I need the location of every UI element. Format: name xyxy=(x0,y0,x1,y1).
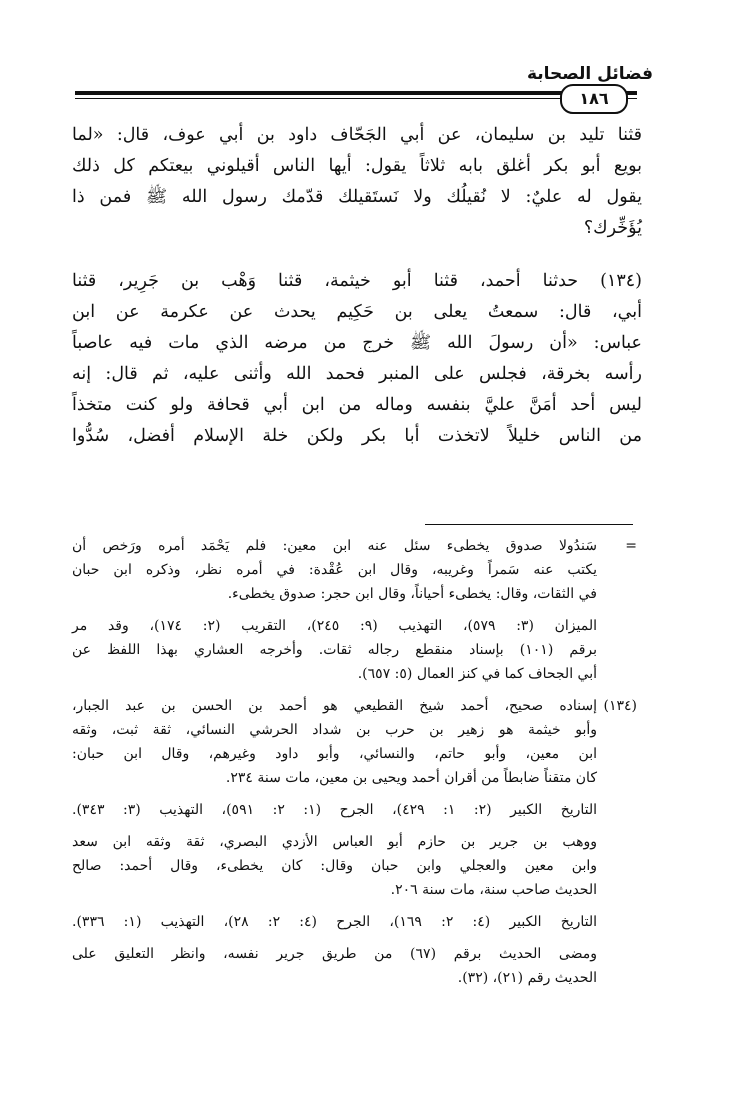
text-line: (١٣٤) حدثنا أحمد، قثنا أبو خيثمة، قثنا وَهْب بن جَرِير، قثنا xyxy=(72,271,642,291)
text-line: من الناس خليلاً لاتخذت أبا بكر ولكن خلة الإسلام أفضل، سُدُّوا xyxy=(72,426,642,446)
footnote-line: كان متقناً ضابطاً من أقران أحمد ويحيى بن معين، مات سنة ٢٣٤. xyxy=(225,770,597,786)
footnote-line: وأبو خيثمة هو زهير بن حرب بن شداد الحرشي النسائي، ثقة ثبت، وثقه xyxy=(72,722,597,738)
hadith-134 xyxy=(72,266,642,452)
footnote-line: الميزان (٣: ٥٧٩)، التهذيب (٩: ٢٤٥)، التقريب (٢: ١٧٤)، وقد مر xyxy=(72,618,597,634)
footnote-line: الحديث صاحب سنة، مات سنة ٢٠٦. xyxy=(390,882,597,898)
page-number: ١٨٦ xyxy=(560,84,628,114)
running-header-title: فضائل الصحابة xyxy=(526,64,653,84)
footnotes xyxy=(72,534,637,990)
footnote-line: في الثقات، وقال: يخطىء أحياناً، وقال ابن حجر: صدوق يخطىء. xyxy=(227,586,597,602)
text-line: قثنا تليد بن سليمان، عن أبي الجَحّاف داود بن أبي عوف، قال: «لما xyxy=(72,125,642,145)
text-line: ليس أحد أمَنَّ عليَّ بنفسه وماله من ابن أبي قحافة ولو كنت متخذاً xyxy=(72,395,642,415)
footnote-separator xyxy=(425,524,633,525)
text-line: رأسه بخرقة، فجلس على المنبر فحمد الله وأثنى عليه، ثم قال: إنه xyxy=(72,364,642,384)
header-rule-thin xyxy=(75,98,637,99)
footnote-line: ومضى الحديث برقم (٦٧) من طريق جرير نفسه، وانظر التعليق على xyxy=(72,946,597,962)
footnote-line: وابن معين والعجلي وابن حبان وقال: كان يخطىء، وقال أحمد: صالح xyxy=(72,858,597,874)
footnote-line: الحديث رقم (٢١)، (٣٢). xyxy=(457,970,597,986)
footnote-134 xyxy=(72,694,637,990)
footnote-line: التاريخ الكبير (٤: ٢: ١٦٩)، الجرح (٤: ٢: ٢٨)، التهذيب (١: ٣٣٦). xyxy=(72,914,598,930)
footnote-line: سَندُولا صدوق يخطىء سئل عنه ابن معين: فلم يَحْمَد أمره ورَخص أن xyxy=(72,538,597,554)
footnote-line: يكتب عنه سَمراً وغريبه، وقال ابن عُقْدة: في أمره نظر، وذكره ابن حبان xyxy=(72,562,597,578)
continuation-mark: = xyxy=(625,538,637,554)
footnote-line: إسناده صحيح، أحمد شيخ القطيعي هو أحمد بن الحسن بن عبد الجبار، xyxy=(72,698,597,714)
footnote-continuation xyxy=(72,534,637,686)
footnote-line: أبي الجحاف كما في كنز العمال (٥: ٦٥٧). xyxy=(357,666,597,682)
footnote-line: التاريخ الكبير (٢: ١: ٤٢٩)، الجرح (١: ٢: ٥٩١)، التهذيب (٣: ٣٤٣). xyxy=(72,802,598,818)
footnote-number: (١٣٤) xyxy=(603,698,637,714)
text-line: بويع أبو بكر أغلق بابه ثلاثاً يقول: أيها الناس أقيلوني بيعتكم كل ذلك xyxy=(72,156,642,176)
footnote-line: ووهب بن جرير بن حازم أبو العباس الأزدي البصري، ثقة وثقه ابن سعد xyxy=(72,834,597,850)
text-line: أبي، قال: سمعتُ يعلى بن حَكِيم يحدث عن عكرمة عن ابن xyxy=(72,302,642,322)
footnote-line: برقم (١٠١) بإسناد منقطع رجاله ثقات. وأخرجه العشاري بهذا اللفظ عن xyxy=(72,642,598,658)
main-text xyxy=(72,120,642,452)
header-rule-thick xyxy=(75,91,637,95)
text-line: يقول له عليٌ: لا نُقيلُك ولا نَستَقيلك قدّمك رسول الله ﷺ فمن ذا xyxy=(72,187,642,207)
text-line: يُؤَخِّرك؟ xyxy=(583,218,642,238)
footnote-line: ابن معين، وأبو حاتم، والنسائي، وأبو داود وغيرهم، وقال ابن حبان: xyxy=(72,746,597,762)
text-line: عباس: «أن رسولَ الله ﷺ خرج من مرضه الذي مات فيه عاصباً xyxy=(72,333,642,353)
